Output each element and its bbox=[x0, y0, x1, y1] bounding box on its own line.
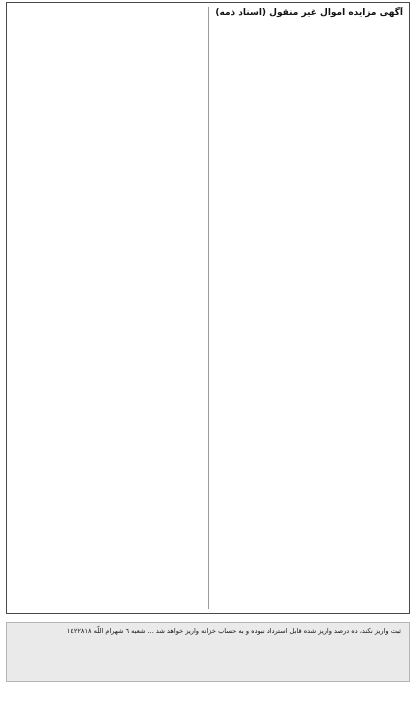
notice-column-right bbox=[213, 7, 403, 609]
auction-notice bbox=[6, 2, 410, 614]
notice-column-left bbox=[13, 7, 203, 609]
notice-footer bbox=[6, 622, 410, 682]
notice-title: آگهی مزایده اموال غیر منقول (اسناد ذمه) bbox=[215, 8, 403, 18]
footer-text: ثبت واریز نکند، ده درصد واریز شده قابل استرداد نبوده و به حساب خزانه واریز خواهد شد ... شعبه ٦ شهرام اللّه ١٤٢٢٨١٨ bbox=[66, 627, 401, 635]
column-divider bbox=[208, 7, 209, 609]
